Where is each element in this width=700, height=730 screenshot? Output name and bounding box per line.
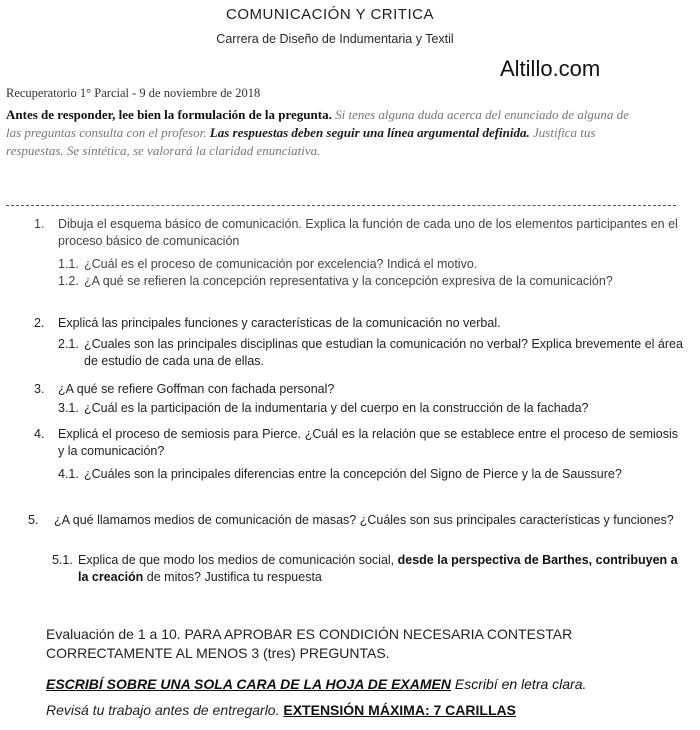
question-1 (34, 216, 694, 250)
question-1-text: Dibuja el esquema básico de comunicación. Explica la función de cada uno de los elementos participantes en el proceso básico de comunicación (58, 217, 678, 248)
watermark: Altillo.com (500, 56, 601, 81)
question-5-number: 5. (28, 513, 39, 527)
instructions-bold-lead: Antes de responder, lee bien la formulación de la pregunta. (6, 107, 332, 122)
question-3 (34, 381, 694, 398)
question-5-1-text-c: de mitos? Justifica tu respuesta (143, 570, 322, 584)
instructions-paragraph (6, 106, 646, 160)
question-5-text: ¿A qué llamamos medios de comunicación de masas? ¿Cuáles son sus principales características y funciones? (54, 513, 674, 527)
question-1-2-text: ¿A qué se refieren la concepción representativa y la concepción expresiva de la comunicación? (84, 274, 613, 288)
question-1-1-number: 1.1. (58, 257, 79, 271)
question-5-1-text-bold: desde la perspectiva de Barthes, contribuyen a la creación (78, 553, 678, 584)
question-2-1-number: 2.1. (58, 337, 79, 351)
question-4-1-text: ¿Cuáles son la principales diferencias entre la concepción del Signo de Pierce y la de Saussure? (84, 467, 622, 481)
question-2-text: Explicá las principales funciones y características de la comunicación no verbal. (58, 316, 501, 330)
evaluation-note: Evaluación de 1 a 10. PARA APROBAR ES CONDICIÓN NECESARIA CONTESTAR CORRECTAMENTE AL MENOS 3 (tres) PREGUNTAS. (46, 626, 573, 661)
question-2-1 (58, 336, 698, 370)
question-1-2-number: 1.2. (58, 274, 79, 288)
question-4-1-number: 4.1. (58, 467, 79, 481)
question-2-1-text: ¿Cuales son las principales disciplinas que estudian la comunicación no verbal? Explica brevemente el área de estudio de cada una de ellas. (84, 337, 683, 368)
document-title: COMUNICACIÓN Y CRITICA (226, 6, 434, 23)
question-4-text: Explicá el proceso de semiosis para Pierce. ¿Cuál es la relación que se establece entre el proceso de semiosis y la comunicación? (58, 427, 678, 458)
exam-line: Recuperatorio 1° Parcial - 9 de noviembre de 2018 (6, 86, 261, 100)
question-3-number: 3. (34, 382, 45, 396)
question-4 (34, 426, 678, 460)
review-instructions (46, 702, 516, 718)
question-5 (28, 512, 684, 529)
max-extension: EXTENSIÓN MÁXIMA: 7 CARILLAS (283, 702, 516, 718)
write-one-side: ESCRIBÍ SOBRE UNA SOLA CARA DE LA HOJA DE EXAMEN (46, 676, 451, 692)
instructions-bold-italic: Las respuestas deben seguir una línea argumental definida. (209, 125, 530, 140)
instructions-normal: Si tenes alguna duda acerca del enunciado de alguna de las preguntas consulta con el profesor. (6, 107, 629, 140)
question-2 (34, 315, 694, 332)
question-5-1-number: 5.1. (52, 553, 73, 567)
question-3-1-number: 3.1. (58, 401, 79, 415)
write-instructions (46, 676, 586, 692)
question-3-1-text: ¿Cuál es la participación de la indumentaria y del cuerpo en la construcción de la fachada? (84, 401, 589, 415)
question-1-1-text: ¿Cuál es el proceso de comunicación por excelencia? Indicá el motivo. (84, 257, 478, 271)
question-4-1 (58, 466, 682, 483)
question-5-1 (52, 552, 682, 586)
write-clear: Escribí en letra clara. (451, 676, 587, 692)
document-subtitle: Carrera de Diseño de Indumentaria y Textil (216, 32, 454, 46)
question-1-1 (58, 256, 700, 273)
question-3-1 (58, 400, 700, 417)
question-1-2 (58, 273, 696, 290)
question-4-number: 4. (34, 427, 45, 441)
question-3-text: ¿A qué se refiere Goffman con fachada personal? (58, 382, 335, 396)
question-1-number: 1. (34, 217, 45, 231)
question-5-1-text-a: Explica de que modo los medios de comunicación social, (78, 553, 398, 567)
review-text: Revisá tu trabajo antes de entregarlo. (46, 702, 284, 718)
instructions-italic-tail: Justifica tus respuestas. Se sintética, se valorará la claridad enunciativa. (6, 125, 596, 158)
divider (6, 205, 676, 206)
question-2-number: 2. (34, 316, 45, 330)
